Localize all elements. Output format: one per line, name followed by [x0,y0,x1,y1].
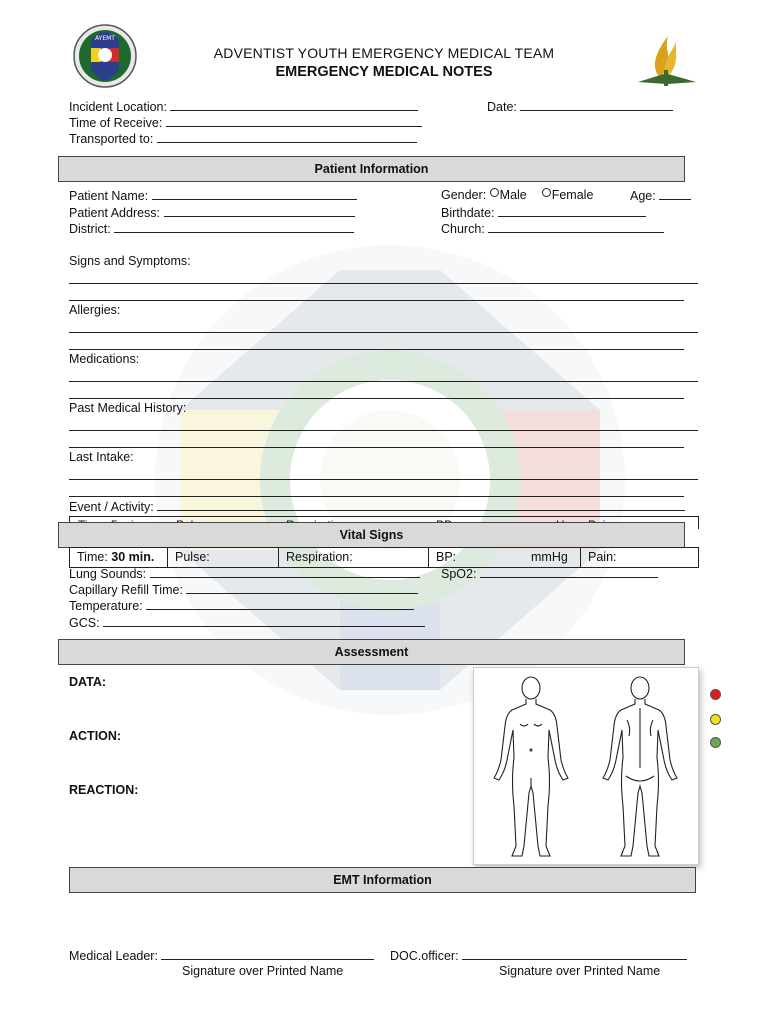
gender-female-label: Female [551,188,594,202]
temperature-line[interactable] [146,598,414,610]
reaction-label: REACTION: [69,783,139,797]
vitals-pain-label: Pain: [588,550,617,564]
signature-caption-left: Signature over Printed Name [182,964,344,978]
emt-information-heading: EMT Information [69,867,696,893]
church-field[interactable] [441,221,664,236]
date-label: Date: [487,100,517,114]
transported-to-line[interactable] [157,131,417,143]
patient-name-label: Patient Name: [69,189,149,203]
body-diagram[interactable] [473,667,699,865]
district-line[interactable] [114,221,354,233]
temperature-field[interactable] [69,598,414,613]
date-field[interactable] [487,99,673,114]
patient-information-heading: Patient Information [58,156,685,182]
medications-label: Medications: [69,352,140,366]
data-label: DATA: [69,675,107,689]
vitals-respiration-label: Respiration: [286,550,353,564]
capillary-refill-field[interactable] [69,582,418,597]
patient-name-field[interactable] [69,188,357,203]
district-field[interactable] [69,221,354,236]
patient-address-line[interactable] [164,205,355,217]
medical-leader-field[interactable] [69,948,374,963]
spo2-line[interactable] [480,566,658,578]
action-label: ACTION: [69,729,122,743]
marker-yellow-icon[interactable] [710,714,721,725]
gender-female-radio[interactable] [542,188,551,197]
doc-officer-label: DOC.officer: [390,949,459,963]
last-intake-line-1[interactable] [69,479,698,480]
assessment-heading: Assessment [58,639,685,665]
vitals-bp-label: BP: [436,550,457,564]
vitals-time-value: 30 min. [111,550,155,564]
incident-location-label: Incident Location: [69,100,167,114]
time-of-receive-field[interactable] [69,115,422,130]
age-field[interactable] [630,188,691,203]
allergies-label: Allergies: [69,303,121,317]
gcs-line[interactable] [103,615,425,627]
lung-sounds-line[interactable] [150,566,420,578]
body-chart-front-back-icon [474,668,698,864]
district-label: District: [69,222,111,236]
doc-officer-line[interactable] [462,948,687,960]
patient-address-field[interactable] [69,205,355,220]
signs-symptoms-line-2[interactable] [69,300,684,301]
vital-signs-heading: Vital Signs [58,522,685,548]
vitals-pain-cell[interactable] [581,548,698,567]
allergies-line-1[interactable] [69,332,698,333]
gender-label: Gender: [441,188,487,202]
church-line[interactable] [488,221,664,233]
medications-line-1[interactable] [69,381,698,382]
vitals-time-cell[interactable] [70,548,168,567]
patient-name-line[interactable] [152,188,357,200]
vitals-bp-unit: mmHg [531,550,568,564]
vitals-bp-cell[interactable] [429,548,581,567]
signs-symptoms-line-1[interactable] [69,283,698,284]
gender-male-radio[interactable] [490,188,499,197]
temperature-label: Temperature: [69,599,143,613]
event-activity-line[interactable] [157,499,685,511]
past-medical-history-label: Past Medical History: [69,401,187,415]
medications-line-2[interactable] [69,398,684,399]
birthdate-field[interactable] [441,205,646,220]
capillary-refill-label: Capillary Refill Time: [69,583,183,597]
vitals-pulse-cell[interactable] [168,548,279,567]
gender-field [441,188,593,202]
marker-green-icon[interactable] [710,737,721,748]
event-activity-label: Event / Activity: [69,500,154,514]
incident-location-field[interactable] [69,99,418,114]
signs-symptoms-label: Signs and Symptoms: [69,254,191,268]
time-of-receive-line[interactable] [166,115,422,127]
gcs-field[interactable] [69,615,425,630]
capillary-refill-line[interactable] [186,582,418,594]
medical-leader-line[interactable] [161,948,374,960]
past-medical-history-line-1[interactable] [69,430,698,431]
vitals-respiration-cell[interactable] [279,548,429,567]
birthdate-label: Birthdate: [441,206,495,220]
incident-location-line[interactable] [170,99,418,111]
page-subtitle: EMERGENCY MEDICAL NOTES [275,64,493,80]
gcs-label: GCS: [69,616,100,630]
spo2-label: SpO2: [441,567,477,581]
spo2-field[interactable] [441,566,658,581]
medical-leader-label: Medical Leader: [69,949,158,963]
age-line[interactable] [659,188,691,200]
church-label: Church: [441,222,485,236]
time-of-receive-label: Time of Receive: [69,116,163,130]
vitals-pulse-label: Pulse: [175,550,210,564]
event-activity-field[interactable] [69,499,685,514]
left-logo-text: AYEMT [95,35,115,42]
last-intake-label: Last Intake: [69,450,134,464]
vital-signs-row [69,547,699,568]
patient-address-label: Patient Address: [69,206,161,220]
age-label: Age: [630,189,656,203]
last-intake-line-2[interactable] [69,496,684,497]
marker-red-icon[interactable] [710,689,721,700]
signature-caption-right: Signature over Printed Name [499,964,661,978]
birthdate-line[interactable] [498,205,646,217]
date-line[interactable] [520,99,673,111]
doc-officer-field[interactable] [390,948,687,963]
gender-male-label: Male [499,188,527,202]
allergies-line-2[interactable] [69,349,684,350]
page-title: ADVENTIST YOUTH EMERGENCY MEDICAL TEAM [213,45,555,61]
vitals-time-label: Time: [77,550,108,564]
lung-sounds-field[interactable] [69,566,420,581]
lung-sounds-label: Lung Sounds: [69,567,147,581]
transported-to-label: Transported to: [69,132,154,146]
transported-to-field[interactable] [69,131,417,146]
past-medical-history-line-2[interactable] [69,447,684,448]
